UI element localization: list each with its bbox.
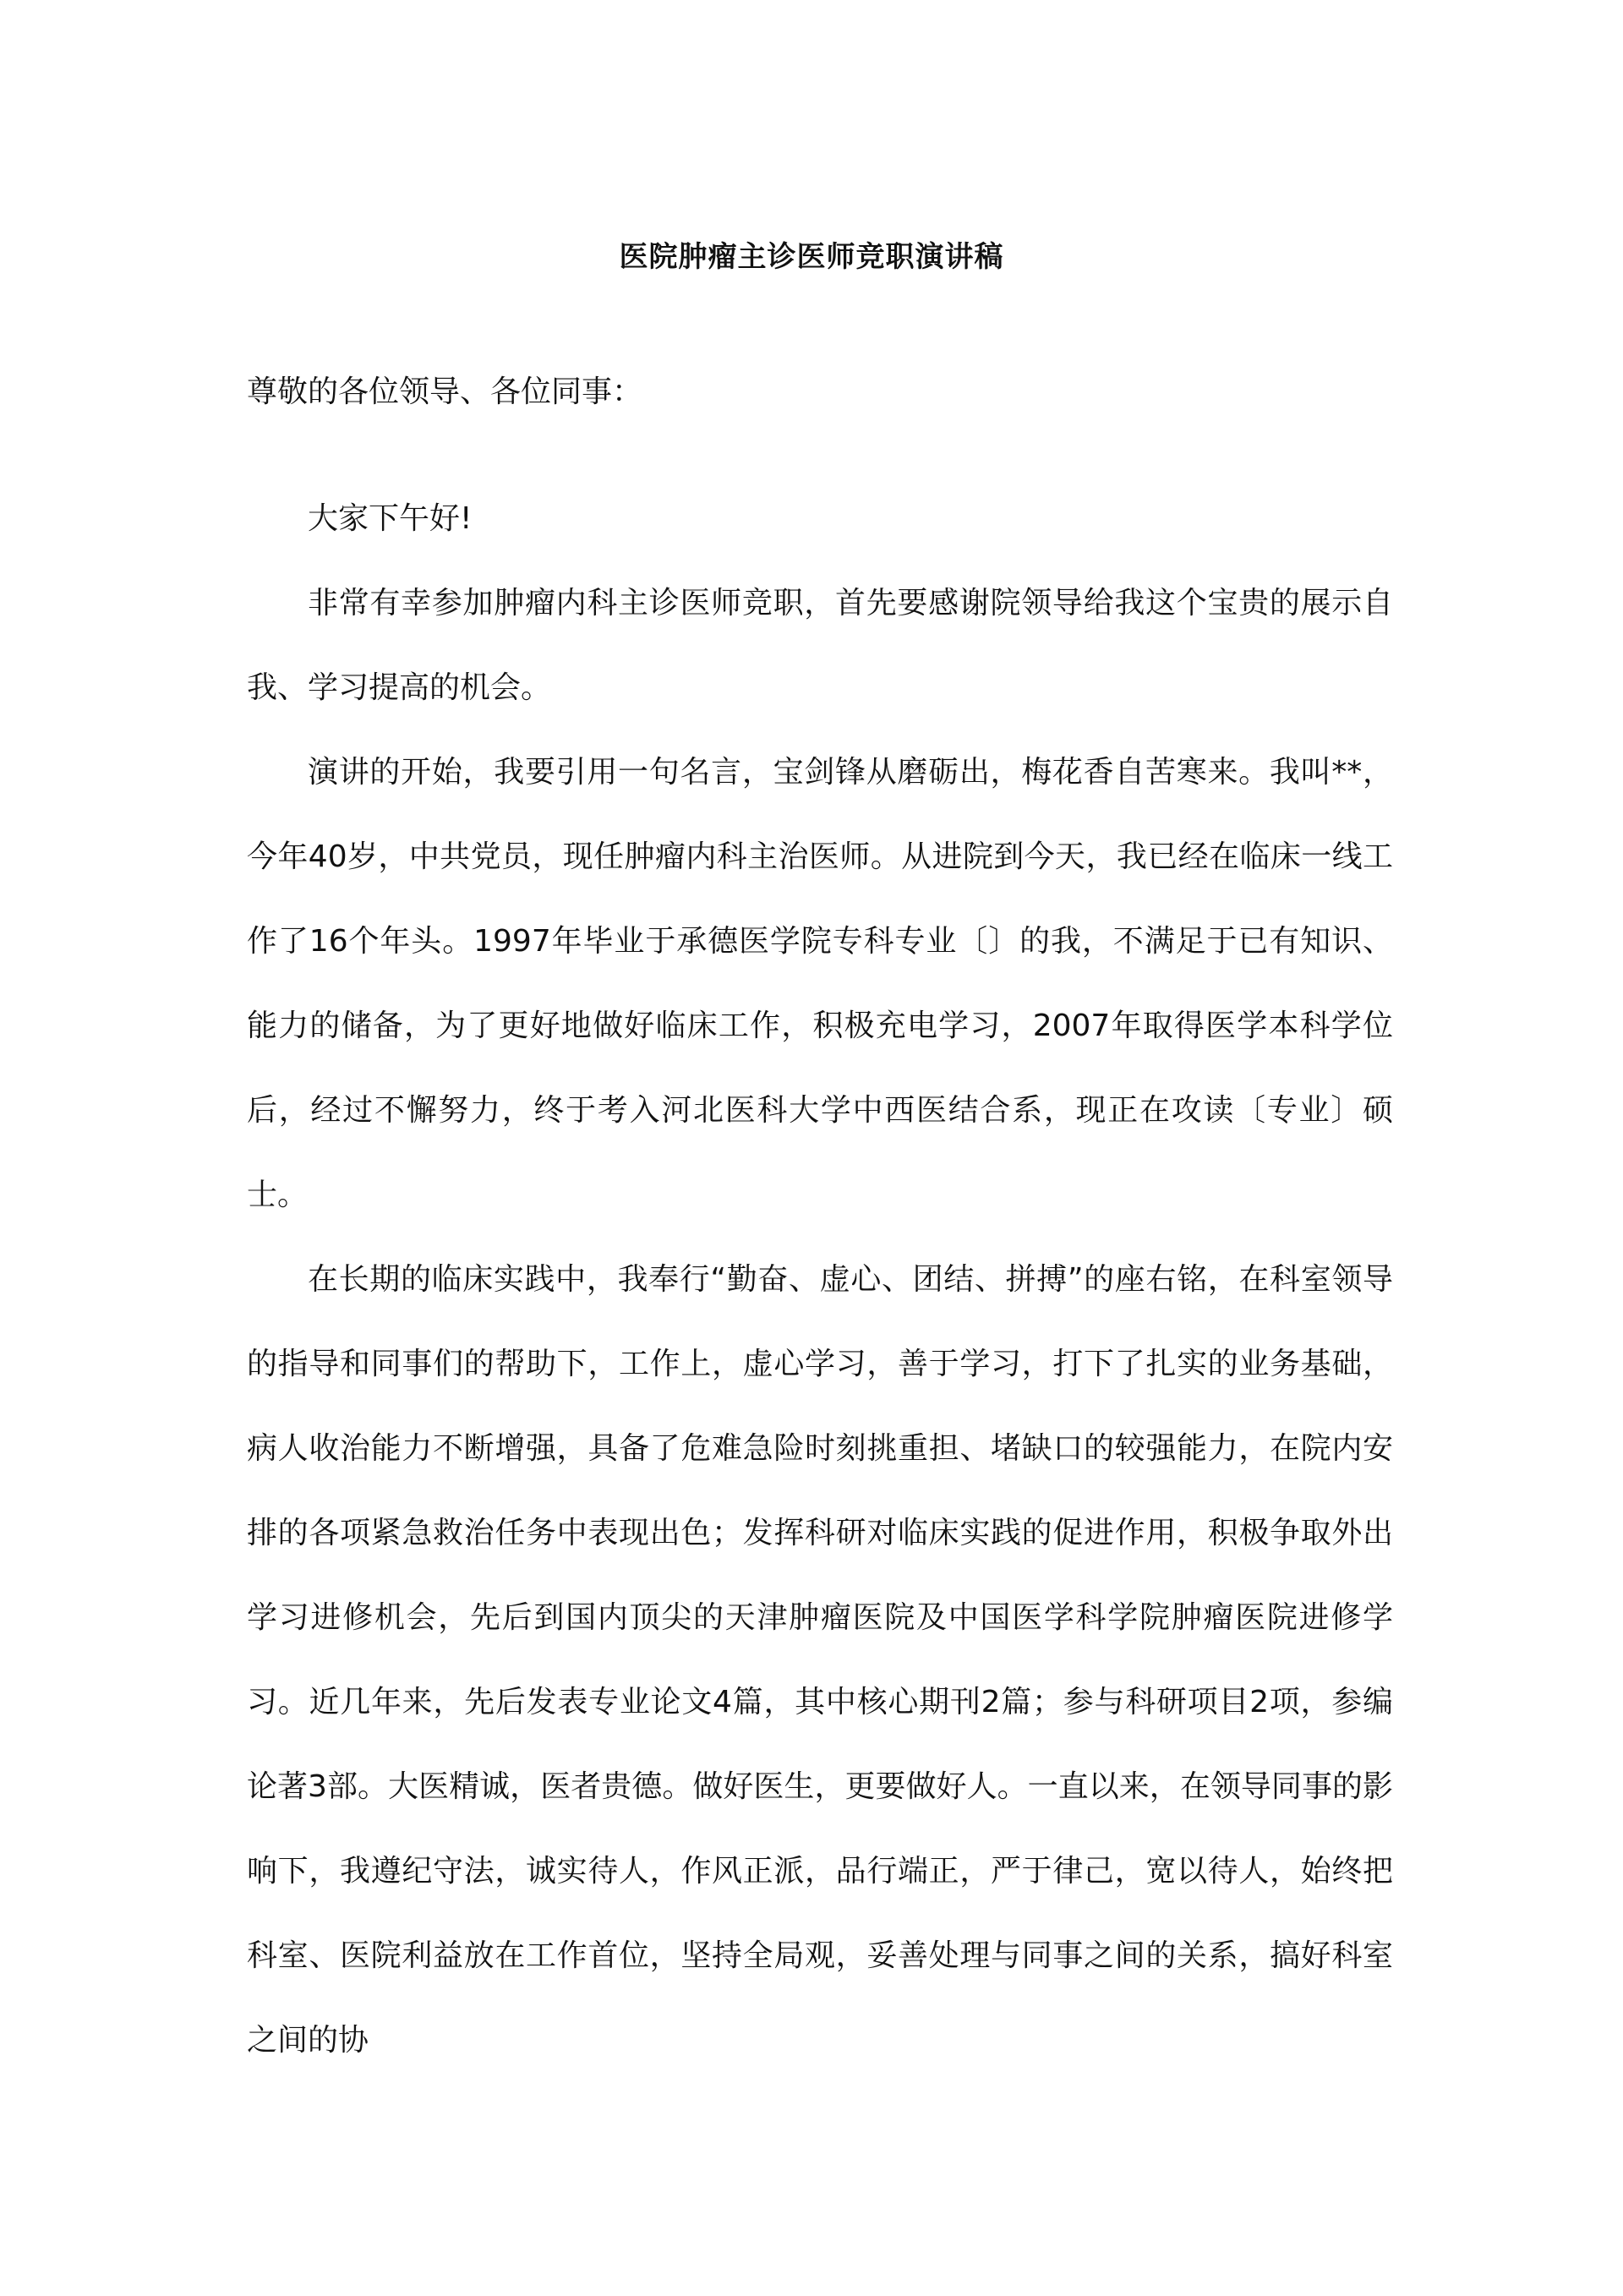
greeting-paragraph bbox=[247, 477, 1393, 561]
paragraph-2: 演讲的开始，我要引用一句名言，宝剑锋从磨砺出，梅花香自苦寒来。我叫**，今年40岁，中共党员，现任肿瘤内科主治医师。从进院到今天，我已经在临床一线工作了16个年头。1997年毕业于承德医学院专科专业〔〕的我，不满足于已有知识、能力的储备，为了更好地做好临床工作，积极充电学习，2007年取得医学本科学位后，经过不懈努力，终于考入河北医科大学中西医结合系，现正在攻读〔专业〕硕士。 bbox=[247, 755, 1393, 1212]
paragraph-1: 非常有幸参加肿瘤内科主诊医师竞职，首先要感谢院领导给我这个宝贵的展示自我、学习提高的机会。 bbox=[247, 586, 1393, 705]
paragraph-3: 在长期的临床实践中，我奉行“勤奋、虚心、团结、拼搏”的座右铭，在科室领导的指导和同事们的帮助下，工作上，虚心学习，善于学习，打下了扎实的业务基础，病人收治能力不断增强，具备了危难急险时刻挑重担、堵缺口的较强能力，在院内安排的各项紧急救治任务中表现出色；发挥科研对临床实践的促进作用，积极争取外出学习进修机会，先后到国内顶尖的天津肿瘤医院及中国医学科学院肿瘤医院进修学习。近几年来，先后发表专业论文4篇，其中核心期刊2篇；参与科研项目2项，参编论著3部。大医精诚，医者贵德。做好医生，更要做好人。一直以来，在领导同事的影响下，我遵纪守法，诚实待人，作风正派，品行端正，严于律己，宽以待人，始终把科室、医院利益放在工作首位，坚持全局观，妥善处理与同事之间的关系，搞好科室之间的协 bbox=[247, 1262, 1393, 2058]
document-title: 医院肿瘤主诊医师竞职演讲稿 bbox=[619, 240, 1004, 274]
body-text bbox=[247, 561, 1393, 2083]
greeting-text: 大家下午好! bbox=[308, 501, 473, 536]
salutation: 尊敬的各位领导、各位同事： bbox=[247, 374, 643, 409]
